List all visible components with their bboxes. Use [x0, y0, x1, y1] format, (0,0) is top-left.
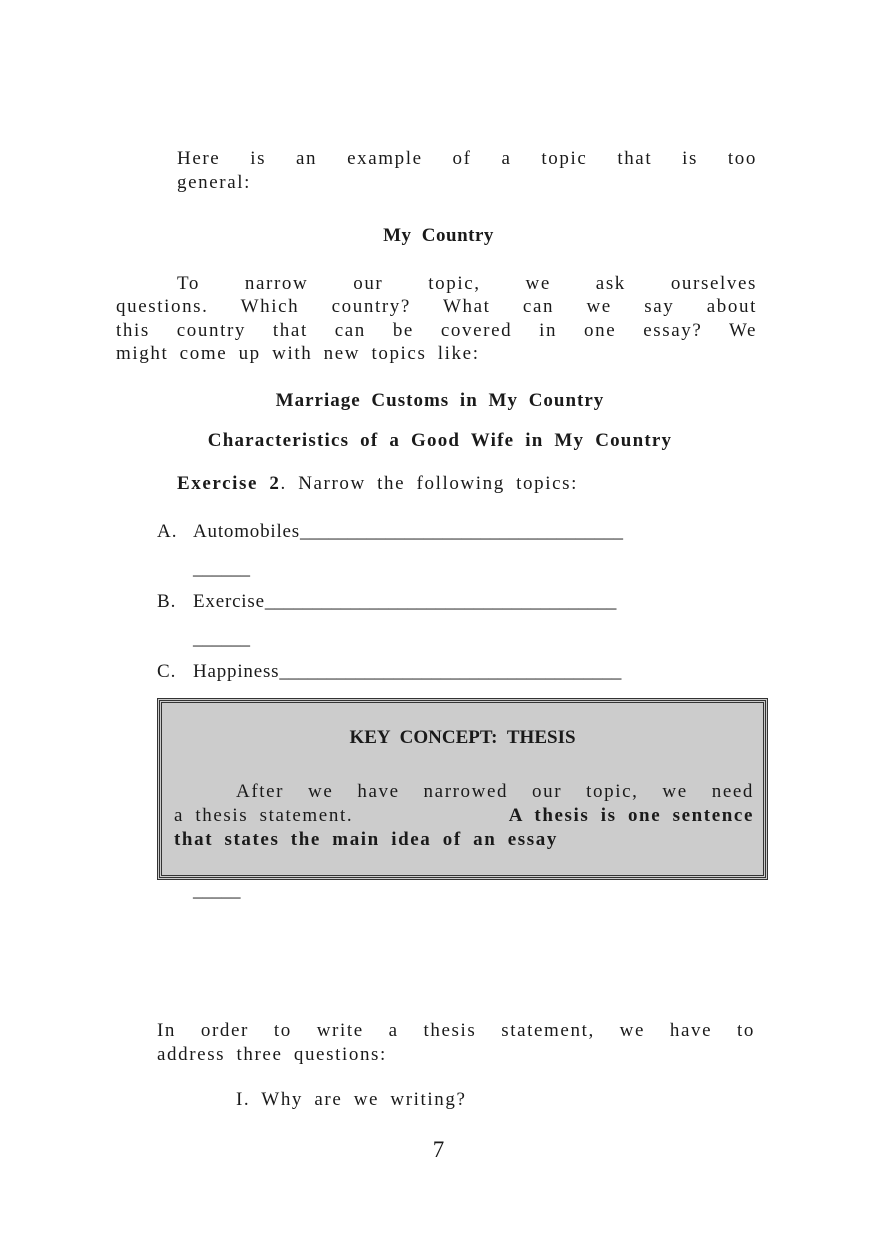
- item-letter: B.: [157, 591, 177, 612]
- answer-line-continued[interactable]: ______: [193, 628, 250, 649]
- thesis-definition-start: A thesis is one sentence: [508, 805, 754, 826]
- answer-line-continued[interactable]: ______: [193, 558, 250, 579]
- page-number: 7: [432, 1137, 445, 1162]
- order-line-1: In order to write a thesis statement, we have to: [157, 1020, 755, 1041]
- key-concept-line-2: [174, 805, 754, 827]
- intro-line-2: general:: [177, 172, 251, 193]
- item-text: Automobiles__________________________________: [193, 521, 623, 542]
- answer-line[interactable]: ____________________________________: [279, 661, 622, 682]
- item-letter: A.: [157, 521, 178, 542]
- topic-example-1: Marriage Customs in My Country: [275, 390, 605, 411]
- thesis-intro: a thesis statement.: [174, 805, 354, 826]
- key-concept-title: KEY CONCEPT: THESIS: [349, 727, 576, 748]
- answer-line[interactable]: __________________________________: [299, 521, 623, 542]
- exercise-instruction: . Narrow the following topics:: [280, 473, 579, 494]
- narrow-line-1: To narrow our topic, we ask ourselves: [177, 273, 757, 294]
- item-letter: C.: [157, 661, 177, 682]
- topic-example-2: Characteristics of a Good Wife in My Country: [207, 430, 673, 451]
- answer-line-continued[interactable]: _____: [193, 880, 241, 901]
- item-text: Exercise_____________________________________: [193, 591, 617, 612]
- question-1: I. Why are we writing?: [236, 1089, 467, 1110]
- exercise-label: Exercise 2: [177, 473, 281, 494]
- intro-line-1: Here is an example of a topic that is too: [177, 148, 757, 169]
- narrow-line-3: this country that can be covered in one essay? We: [116, 320, 757, 341]
- exercise-heading: [177, 473, 578, 495]
- example-title: My Country: [383, 225, 494, 246]
- narrow-line-2: questions. Which country? What can we say about: [116, 296, 757, 317]
- key-concept-line-3: that states the main idea of an essay: [174, 829, 558, 850]
- key-concept-line-1: After we have narrowed our topic, we need: [236, 781, 754, 802]
- key-concept-box: [157, 698, 768, 880]
- narrow-line-4: might come up with new topics like:: [116, 343, 480, 364]
- answer-line[interactable]: _____________________________________: [264, 591, 617, 612]
- order-line-2: address three questions:: [157, 1044, 387, 1065]
- item-text: Happiness____________________________________: [193, 661, 622, 682]
